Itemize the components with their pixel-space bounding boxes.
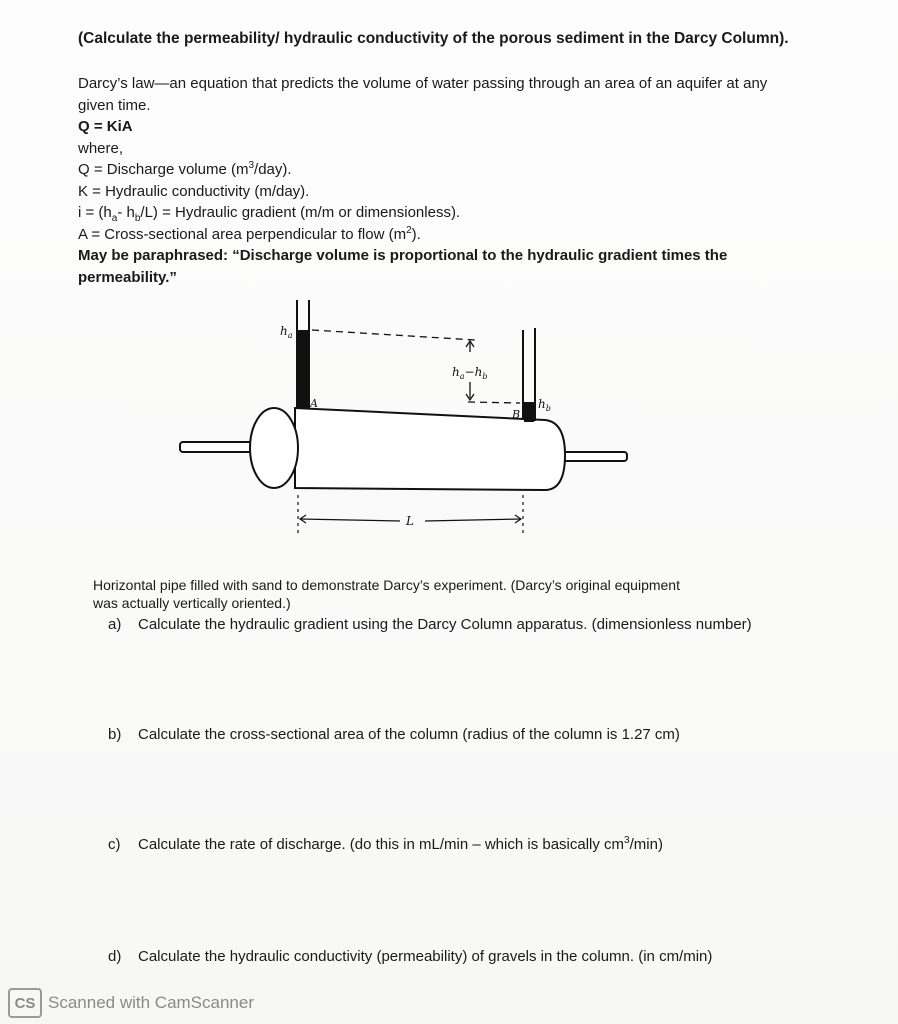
paraphrase-line-2: permeability.” <box>78 268 177 286</box>
label-length: L <box>406 514 414 528</box>
label-point-a: A <box>310 397 318 410</box>
darcys-law-section <box>78 73 848 288</box>
where-label: where, <box>78 139 124 157</box>
label-ha: $h_a$ <box>280 324 293 340</box>
definition-i: $i = (h_a-$ $h_b/L$) = Hydraulic gradient (m/m or dimensionless). <box>78 204 461 224</box>
camscanner-logo: CS <box>8 988 42 1018</box>
question-c: c) Calculate the rate of discharge. (do this in mL/min – which is basically $cm^3/\min$) <box>108 835 663 853</box>
definition-q: Q = Discharge volume $(m^3/day)$. <box>78 160 292 178</box>
standpipe-b-water <box>524 402 534 422</box>
intro-line-2: given time. <box>78 96 151 114</box>
figure-caption: Horizontal pipe filled with sand to demonstrate Darcy’s experiment. (Darcy’s original equipment was actually vertically oriented.) <box>93 577 680 611</box>
page-title: (Calculate the permeability/ hydraulic conductivity of the porous sediment in the Darcy Column). <box>78 30 789 47</box>
pipe-end-left <box>250 408 298 488</box>
darcy-equation: Q = KiA <box>78 118 133 135</box>
label-head-difference: $h_a-h_b$ <box>452 365 488 381</box>
definition-k: K = Hydraulic conductivity (m/day). <box>78 182 310 200</box>
definition-a: A = Cross-sectional area perpendicular to flow $(m^2)$. <box>78 224 421 243</box>
camscanner-watermark <box>8 988 254 1018</box>
question-d: d) Calculate the hydraulic conductivity (permeability) of gravels in the column. (in cm/min) <box>108 948 713 965</box>
label-point-b: B <box>512 408 521 421</box>
darcy-column-diagram <box>150 290 650 550</box>
label-hb: $h_b$ <box>538 397 551 413</box>
paraphrase-line-1: May be paraphrased: “Discharge volume is proportional to the hydraulic gradient times the <box>78 247 728 264</box>
intro-line-1: Darcy’s law—an equation that predicts the volume of water passing through an area of an aquifer at any <box>78 75 768 92</box>
watermark-text: Scanned with CamScanner <box>48 993 255 1012</box>
standpipe-a-water <box>298 330 308 409</box>
question-a: a) Calculate the hydraulic gradient using the Darcy Column apparatus. (dimensionless number) <box>108 616 752 633</box>
question-b: b) Calculate the cross-sectional area of the column (radius of the column is 1.27 cm) <box>108 726 680 743</box>
